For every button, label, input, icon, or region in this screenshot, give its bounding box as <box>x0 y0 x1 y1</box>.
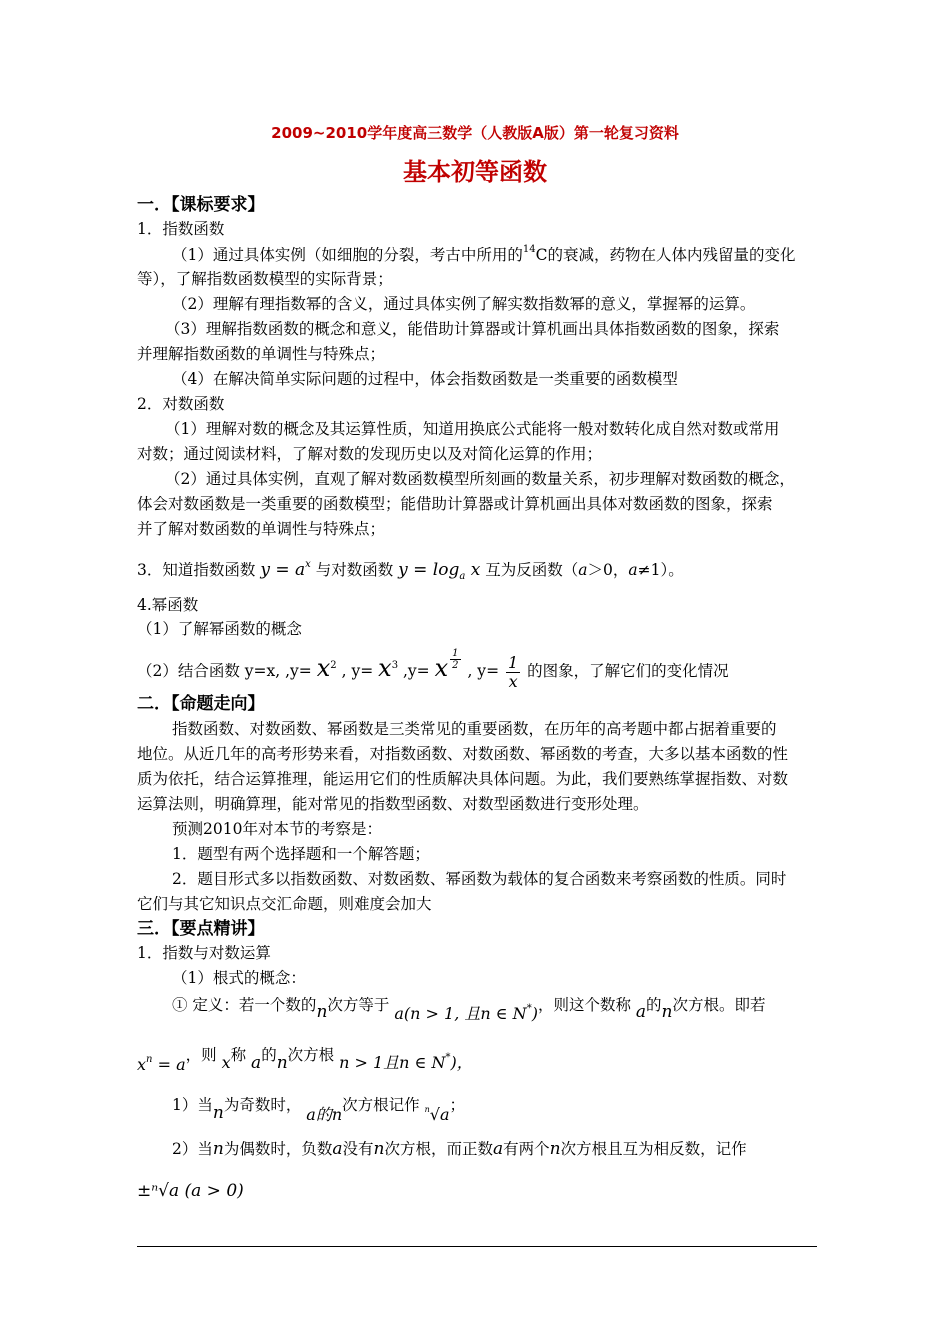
text: n > 1且n ∈ N <box>339 1053 446 1072</box>
item-4-functions-line <box>137 646 817 690</box>
odd-root-line <box>172 1094 817 1128</box>
paragraph: （2）理解有理指数幂的含义，通过具体实例了解实数指数幂的意义，掌握幂的运算。 <box>172 295 756 313</box>
text: 有两个 <box>503 1140 550 1158</box>
text: 没有 <box>342 1140 374 1158</box>
numerator: 1 <box>452 648 459 659</box>
subscript: a <box>459 571 466 582</box>
superscript: 14 <box>522 244 536 255</box>
text: 次方等于 <box>327 996 390 1014</box>
paragraph: 体会对数函数是一类重要的函数模型；能借助计算器或计算机画出具体对数函数的图象，探索 <box>137 495 773 513</box>
math-a: a <box>332 1139 343 1159</box>
formula-condition <box>394 1004 538 1023</box>
math-n: n <box>212 1103 224 1123</box>
paragraph: 它们与其它知识点交汇命题，则难度会加大 <box>137 895 432 913</box>
denominator: x <box>508 671 518 691</box>
numerator: 1 <box>508 652 519 672</box>
text: )， <box>450 1053 473 1072</box>
text: 称 <box>230 1046 247 1064</box>
item-1-title: 1．指数函数 <box>137 220 225 238</box>
text: ＞0， <box>587 561 629 579</box>
superscript: * <box>526 1003 532 1014</box>
text: x <box>465 560 481 580</box>
text: （1）通过具体实例（如细胞的分裂，考古中所用的 <box>172 246 523 264</box>
paragraph: 预测2010年对本节的考察是： <box>172 820 382 838</box>
math-n: n <box>212 1139 224 1159</box>
formula-nth-root <box>425 1105 450 1124</box>
text: 的 <box>261 1046 277 1064</box>
text: , y= <box>336 662 374 680</box>
math-text: a的n <box>306 1105 343 1124</box>
math-n: n <box>276 1053 288 1073</box>
formula-exp <box>260 560 310 580</box>
text: a <box>578 561 588 579</box>
math-n: n <box>316 1002 328 1022</box>
text: 3．知道指数函数 <box>137 561 256 579</box>
text: ； <box>449 1096 465 1114</box>
item-3-line <box>137 559 817 584</box>
paragraph: （3）理解指数函数的概念和意义，能借助计算器或计算机画出具体指数函数的图象，探索 <box>165 320 780 338</box>
paragraph: 1．题型有两个选择题和一个解答题； <box>172 845 430 863</box>
paragraph: 并了解对数函数的单调性与特殊点； <box>137 520 386 538</box>
text: C的衰减，药物在人体内残留量的变化 <box>535 246 796 264</box>
superscript: * <box>445 1052 451 1063</box>
footer-divider <box>137 1246 817 1247</box>
paragraph: 并理解指数函数的单调性与特殊点； <box>137 345 386 363</box>
paragraph: （4）在解决简单实际问题的过程中，体会指数函数是一类重要的函数模型 <box>172 370 678 388</box>
section-heading-3: 三．【要点精讲】 <box>137 919 265 939</box>
paragraph: 对数；通过阅读材料，了解对数的发现历史以及对简化运算的作用； <box>137 445 603 463</box>
fraction-one-over-x <box>506 654 520 691</box>
text: ,y= <box>398 662 430 680</box>
text: , y= <box>462 662 500 680</box>
text: a(n > 1, 且n ∈ N <box>394 1004 527 1023</box>
superscript: x <box>305 559 311 570</box>
exponent-half <box>450 648 460 671</box>
document-pretitle: 2009~2010学年度高三数学（人教版A版）第一轮复习资料 <box>271 124 679 142</box>
paragraph: （1）理解对数的概念及其运算性质，知道用换底公式能将一般对数转化成自然对数或常用 <box>165 420 780 438</box>
text: = a <box>152 1055 186 1074</box>
text: x <box>137 1055 147 1074</box>
definition-line-2 <box>137 1044 817 1078</box>
paragraph: （1）根式的概念： <box>172 969 306 987</box>
paragraph: 等），了解指数函数模型的实际背景； <box>137 270 393 288</box>
formula-condition <box>339 1053 473 1072</box>
math-x: x <box>316 654 331 682</box>
exponent-2: 2 <box>330 660 337 671</box>
math-n: n <box>661 1002 673 1022</box>
text: ) <box>531 1004 538 1023</box>
text: 次方根 <box>287 1046 335 1064</box>
definition-line-1 <box>172 994 817 1028</box>
section-heading-1: 一．【课标要求】 <box>137 195 265 215</box>
document-title: 基本初等函数 <box>403 158 547 186</box>
paragraph: 运算法则，明确算理，能对常见的指数型函数、对数型函数进行变形处理。 <box>137 795 649 813</box>
exponent-3: 3 <box>391 660 399 671</box>
text: a <box>628 561 638 579</box>
even-root-formula <box>137 1180 817 1202</box>
text: 1）当 <box>172 1096 213 1114</box>
text: 为偶数时，负数 <box>223 1140 333 1158</box>
even-root-line <box>172 1138 817 1160</box>
math-n: n <box>373 1139 385 1159</box>
math-a: a <box>251 1053 262 1073</box>
paragraph: 指数函数、对数函数、幂函数是三类常见的重要函数，在历年的高考题中都占据着重要的 <box>172 720 777 738</box>
text: y = a <box>260 560 306 580</box>
text: 次方根，而正数 <box>384 1140 493 1158</box>
item-4-title: 4.幂函数 <box>137 596 199 614</box>
text: 为奇数时， <box>223 1096 302 1114</box>
paragraph: 地位。从近几年的高考形势来看，对指数函数、对数函数、幂函数的考查，大多以基本函数的性 <box>137 745 789 763</box>
paragraph: （1）了解幂函数的概念 <box>137 620 302 638</box>
paragraph: （2）通过具体实例，直观了解对数函数模型所刻画的数量关系，初步理解对数函数的概念， <box>165 470 795 488</box>
text: （2）结合函数 y=x, ,y= <box>137 662 312 680</box>
text: 与对数函数 <box>315 561 394 579</box>
math-x: x <box>221 1053 231 1072</box>
section-heading-2: 二．【命题走向】 <box>137 694 265 714</box>
text: ，则这个数称 <box>537 996 631 1014</box>
formula-xn <box>137 1055 186 1074</box>
item-1-title: 1．指数与对数运算 <box>137 944 271 962</box>
denominator: 2 <box>452 660 459 671</box>
formula-log <box>398 560 480 580</box>
math-a: a <box>635 1002 647 1022</box>
text: 的 <box>646 996 662 1014</box>
text: ≠1）。 <box>637 561 684 579</box>
item-2-title: 2．对数函数 <box>137 395 225 413</box>
text: ① 定义：若一个数的 <box>172 996 317 1014</box>
text: 次方根。即若 <box>672 996 766 1014</box>
text: 2）当 <box>172 1140 213 1158</box>
math-n: n <box>549 1139 561 1159</box>
text: 的图象，了解它们的变化情况 <box>527 662 729 680</box>
text: ，则 <box>185 1046 217 1064</box>
text: 互为反函数（ <box>485 561 579 579</box>
text: 次方根记作 <box>342 1096 420 1114</box>
text: y = log <box>398 560 460 580</box>
paragraph <box>172 244 817 269</box>
superscript: n <box>146 1054 153 1065</box>
math-x: x <box>434 654 449 682</box>
text: 次方根且互为相反数，记作 <box>560 1140 747 1158</box>
math-a: a <box>492 1139 504 1159</box>
paragraph: 质为依托，结合运算推理，能运用它们的性质解决具体问题。为此，我们要熟练掌握指数、对数 <box>137 770 789 788</box>
math-x: x <box>378 654 392 682</box>
formula: ±ⁿ√a (a > 0) <box>137 1181 244 1201</box>
paragraph: 2．题目形式多以指数函数、对数函数、幂函数为载体的复合函数来考察函数的性质。同时 <box>172 870 787 888</box>
text: √a <box>429 1105 450 1124</box>
superscript: n <box>424 1105 430 1114</box>
